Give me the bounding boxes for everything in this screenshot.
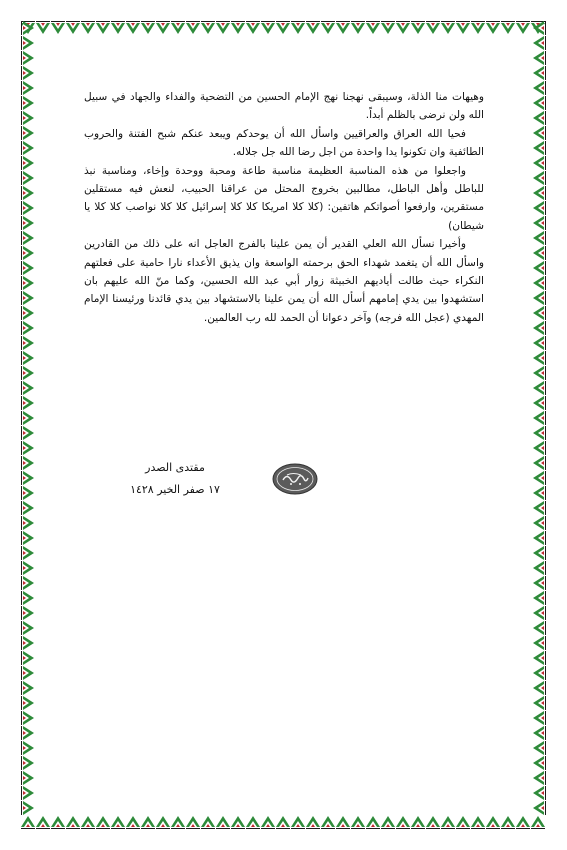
border-motif	[533, 306, 546, 320]
border-motif	[533, 636, 546, 650]
border-motif	[533, 156, 546, 170]
border-motif	[533, 726, 546, 740]
border-motif	[21, 201, 34, 215]
decorative-border-left	[18, 18, 38, 832]
border-motif	[21, 786, 34, 800]
border-motif	[501, 21, 515, 34]
border-motif	[533, 366, 546, 380]
border-motif	[471, 21, 485, 34]
border-motif	[426, 21, 440, 34]
border-motif	[21, 396, 34, 410]
border-motif	[21, 156, 34, 170]
border-motif	[533, 426, 546, 440]
border-motif	[21, 411, 34, 425]
border-motif	[141, 816, 155, 829]
border-motif	[21, 471, 34, 485]
border-motif	[21, 456, 34, 470]
border-motif	[533, 81, 546, 95]
border-motif	[456, 21, 470, 34]
border-motif	[533, 21, 546, 35]
border-motif	[21, 276, 34, 290]
border-motif	[111, 21, 125, 34]
border-motif	[231, 21, 245, 34]
border-motif	[111, 816, 125, 829]
border-motif	[261, 21, 275, 34]
border-motif	[516, 21, 530, 34]
border-motif	[21, 216, 34, 230]
border-motif	[381, 21, 395, 34]
border-motif	[533, 531, 546, 545]
border-motif	[533, 471, 546, 485]
signatory-name: مقتدى الصدر	[145, 461, 205, 474]
border-motif	[533, 66, 546, 80]
border-motif	[21, 231, 34, 245]
border-motif	[21, 21, 34, 35]
border-motif	[21, 771, 34, 785]
border-motif	[126, 816, 140, 829]
border-motif	[426, 816, 440, 829]
border-motif	[51, 816, 65, 829]
border-motif	[126, 21, 140, 34]
border-motif	[533, 186, 546, 200]
border-motif	[533, 741, 546, 755]
border-motif	[246, 21, 260, 34]
border-motif	[21, 546, 34, 560]
border-motif	[21, 351, 34, 365]
border-motif	[336, 21, 350, 34]
border-motif	[533, 546, 546, 560]
decorative-border-top	[18, 18, 549, 38]
border-motif	[21, 756, 34, 770]
decorative-border-right	[529, 18, 549, 832]
border-motif	[306, 21, 320, 34]
border-motif	[366, 21, 380, 34]
border-motif	[21, 576, 34, 590]
paragraph-4: وأخيرا نسأل الله العلي القدير أن يمن علينا بالفرج العاجل انه على ذلك من القادرين واسأل الله أن يتغمد شهداء الحق برحمته الواسعة وان يذيق الأعداء نارا حامية على فعلتهم النكراء حيث طالت أياديهم الخبيثة زوار أبي عبد الله الحسين، وكما منّ الله عليهم بان استشهدوا بين يدي إمامهم أسأل الله أن يمن علينا بالاستشهاد بين يدي قائدنا ورئيسنا الإمام المهدي (عجل الله فرجه) وآخر دعوانا أن الحمد لله رب العالمين.	[84, 238, 484, 324]
paragraph-2: فحيا الله العراق والعراقيين واسأل الله أن يوحدكم ويبعد عنكم شبح الفتنة والحروب الطائفية وان تكونوا يدا واحدة من اجل رضا الله جل جلاله.	[84, 127, 484, 159]
border-motif	[533, 201, 546, 215]
border-motif	[156, 816, 170, 829]
border-motif	[156, 21, 170, 34]
border-motif	[533, 441, 546, 455]
border-motif	[291, 816, 305, 829]
border-motif	[533, 246, 546, 260]
border-motif	[21, 681, 34, 695]
border-motif	[533, 51, 546, 65]
border-motif	[533, 456, 546, 470]
border-motif	[21, 291, 34, 305]
border-motif	[533, 321, 546, 335]
border-motif	[96, 21, 110, 34]
border-motif	[21, 621, 34, 635]
border-motif	[21, 666, 34, 680]
border-motif	[261, 816, 275, 829]
border-motif	[411, 21, 425, 34]
border-motif	[321, 816, 335, 829]
border-motif	[21, 561, 34, 575]
border-motif	[21, 381, 34, 395]
border-motif	[276, 816, 290, 829]
border-motif	[21, 606, 34, 620]
border-motif	[21, 306, 34, 320]
border-motif	[66, 816, 80, 829]
border-motif	[21, 426, 34, 440]
border-motif	[21, 531, 34, 545]
border-motif	[486, 816, 500, 829]
border-motif	[306, 816, 320, 829]
border-motif	[186, 21, 200, 34]
border-motif	[21, 36, 34, 50]
border-motif	[533, 36, 546, 50]
border-motif	[533, 666, 546, 680]
paragraph-3: واجعلوا من هذه المناسبة العظيمة مناسبة طاعة ومحبة ووحدة وإخاء، ومناسبة نبذ للباطل وأهل الباطل، مطالبين بخروج المحتل من عراقنا الحبيب، لنعش فيه مستقلين مستقرين، وارفعوا أصواتكم هاتفين: (كلا كلا امريكا كلا كلا إسرائيل كلا كلا نواصب كلا كلا يا شيطان)	[84, 164, 484, 232]
border-motif	[21, 246, 34, 260]
border-motif	[81, 816, 95, 829]
border-motif	[246, 816, 260, 829]
border-motif	[533, 696, 546, 710]
border-motif	[291, 21, 305, 34]
border-motif	[533, 756, 546, 770]
border-motif	[533, 516, 546, 530]
border-motif	[21, 336, 34, 350]
border-motif	[501, 816, 515, 829]
border-motif	[396, 816, 410, 829]
border-motif	[96, 816, 110, 829]
border-motif	[396, 21, 410, 34]
border-motif	[201, 21, 215, 34]
border-motif	[351, 21, 365, 34]
border-motif	[366, 816, 380, 829]
seal-stamp	[271, 462, 319, 496]
border-motif	[201, 816, 215, 829]
border-motif	[21, 126, 34, 140]
border-motif	[21, 366, 34, 380]
border-motif	[21, 261, 34, 275]
border-motif	[21, 516, 34, 530]
border-motif	[21, 321, 34, 335]
border-motif	[21, 96, 34, 110]
border-motif	[21, 81, 34, 95]
border-motif	[533, 171, 546, 185]
border-motif	[171, 21, 185, 34]
border-motif	[533, 231, 546, 245]
border-motif	[533, 486, 546, 500]
border-motif	[141, 21, 155, 34]
border-motif	[533, 681, 546, 695]
signature-date: ١٧ صفر الخير ١٤٢٨	[130, 483, 220, 496]
border-motif	[441, 21, 455, 34]
border-motif	[21, 111, 34, 125]
border-motif	[456, 816, 470, 829]
border-motif	[21, 741, 34, 755]
border-motif	[533, 141, 546, 155]
border-motif	[533, 276, 546, 290]
border-motif	[21, 801, 34, 815]
border-motif	[533, 261, 546, 275]
border-motif	[21, 186, 34, 200]
border-motif	[216, 21, 230, 34]
border-motif	[533, 216, 546, 230]
border-motif	[381, 816, 395, 829]
border-motif	[533, 336, 546, 350]
border-motif	[533, 381, 546, 395]
border-motif	[21, 171, 34, 185]
border-motif	[533, 576, 546, 590]
border-motif	[171, 816, 185, 829]
border-motif	[51, 21, 65, 34]
border-motif	[276, 21, 290, 34]
border-motif	[21, 66, 34, 80]
border-motif	[21, 696, 34, 710]
border-motif	[21, 501, 34, 515]
border-motif	[81, 21, 95, 34]
border-motif	[516, 816, 530, 829]
decorative-border-bottom	[18, 812, 549, 832]
border-motif	[186, 816, 200, 829]
border-motif	[471, 816, 485, 829]
border-motif	[533, 351, 546, 365]
border-motif	[533, 621, 546, 635]
border-motif	[533, 291, 546, 305]
border-motif	[533, 786, 546, 800]
border-motif	[533, 651, 546, 665]
border-motif	[533, 411, 546, 425]
border-motif	[486, 21, 500, 34]
border-motif	[66, 21, 80, 34]
border-motif	[351, 816, 365, 829]
signature-block	[120, 457, 230, 501]
border-motif	[533, 606, 546, 620]
border-motif	[21, 711, 34, 725]
border-motif	[533, 801, 546, 815]
border-motif	[533, 96, 546, 110]
border-motif	[21, 591, 34, 605]
border-motif	[21, 51, 34, 65]
border-motif	[21, 441, 34, 455]
border-motif	[36, 21, 50, 34]
border-motif	[533, 396, 546, 410]
border-motif	[21, 651, 34, 665]
border-motif	[21, 141, 34, 155]
border-motif	[411, 816, 425, 829]
border-motif	[533, 501, 546, 515]
border-motif	[36, 816, 50, 829]
border-motif	[231, 816, 245, 829]
border-motif	[441, 816, 455, 829]
border-motif	[321, 21, 335, 34]
paragraph-1: وهيهات منا الذلة، وسيبقى نهجنا نهج الإمام الحسين من التضحية والفداء والجهاد في سبيل الله ولن نرضى بالظلم أبداً.	[84, 91, 484, 122]
border-motif	[533, 561, 546, 575]
border-motif	[533, 591, 546, 605]
border-motif	[21, 486, 34, 500]
border-motif	[216, 816, 230, 829]
border-motif	[533, 711, 546, 725]
border-motif	[21, 726, 34, 740]
letter-body	[84, 88, 484, 327]
border-motif	[21, 636, 34, 650]
border-motif	[336, 816, 350, 829]
border-motif	[533, 771, 546, 785]
border-motif	[533, 111, 546, 125]
border-motif	[533, 126, 546, 140]
